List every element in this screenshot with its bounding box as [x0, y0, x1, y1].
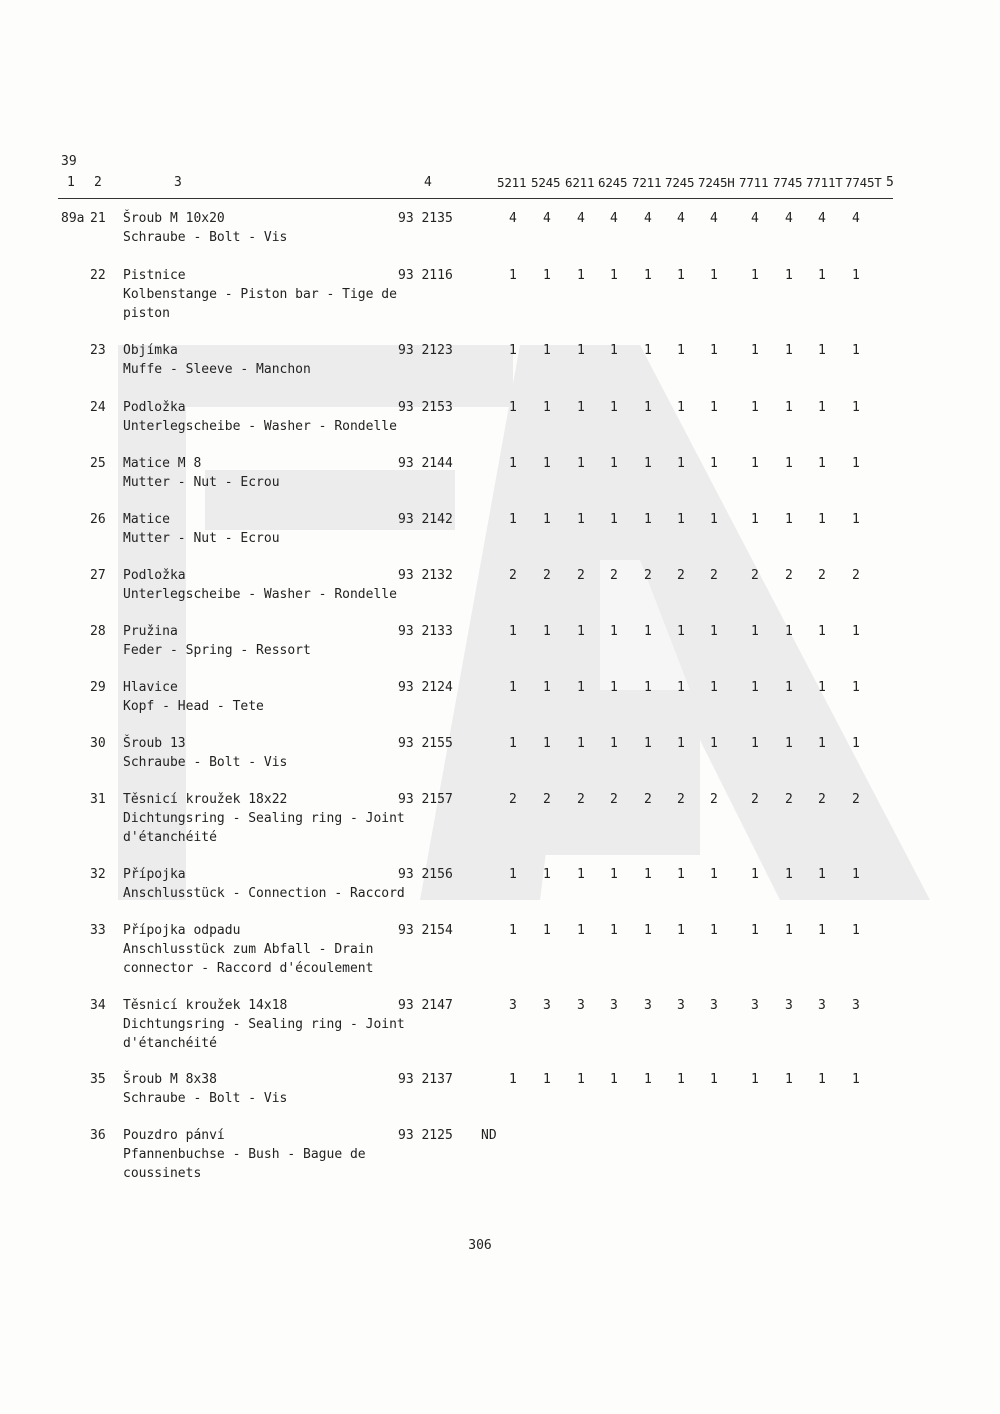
header-model-7245h: 7245H — [698, 175, 735, 190]
part-number: 93 2147 — [398, 998, 453, 1013]
quantity-5211: 2 — [509, 568, 517, 583]
quantity-6245: 1 — [610, 736, 618, 751]
quantity-7245h: 1 — [710, 268, 718, 283]
part-name-czech: Matice M 8 — [123, 456, 202, 471]
quantity-7245: 2 — [677, 568, 685, 583]
part-name-czech: Pružina — [123, 624, 178, 639]
quantity-7245: 1 — [677, 1072, 685, 1087]
quantity-7245: 1 — [677, 867, 685, 882]
quantity-7711: 2 — [751, 792, 759, 807]
part-description-line: piston — [123, 306, 170, 321]
quantity-7711t: 1 — [818, 624, 826, 639]
quantity-7245: 1 — [677, 400, 685, 415]
quantity-5211: 1 — [509, 1072, 517, 1087]
quantity-6211: 1 — [577, 680, 585, 695]
part-number: 93 2137 — [398, 1072, 453, 1087]
part-description-line: Schraube - Bolt - Vis — [123, 755, 288, 770]
quantity-7711: 1 — [751, 867, 759, 882]
quantity-6211: 1 — [577, 736, 585, 751]
section-number: 39 — [61, 154, 77, 169]
quantity-7245h: 1 — [710, 923, 718, 938]
page-number: 306 — [468, 1238, 492, 1253]
part-description-line: connector - Raccord d'écoulement — [123, 961, 374, 976]
quantity-7245h: 1 — [710, 624, 718, 639]
quantity-7711t: 1 — [818, 1072, 826, 1087]
quantity-7711: 4 — [751, 211, 759, 226]
quantity-7745: 1 — [785, 512, 793, 527]
part-name-czech: Pouzdro pánví — [123, 1128, 225, 1143]
quantity-6245: 1 — [610, 1072, 618, 1087]
header-model-7745: 7745 — [773, 175, 803, 190]
quantity-7745t: 1 — [852, 512, 860, 527]
quantity-7711t: 1 — [818, 867, 826, 882]
part-description-line: d'étanchéité — [123, 1036, 217, 1051]
header-model-6245: 6245 — [598, 175, 628, 190]
quantity-5245: 1 — [543, 268, 551, 283]
header-model-6211: 6211 — [565, 175, 595, 190]
quantity-7745t: 1 — [852, 624, 860, 639]
part-name-czech: Podložka — [123, 400, 186, 415]
quantity-7245: 4 — [677, 211, 685, 226]
quantity-6245: 1 — [610, 923, 618, 938]
part-description-line: Dichtungsring - Sealing ring - Joint — [123, 811, 405, 826]
part-number: 93 2133 — [398, 624, 453, 639]
quantity-7245h: 1 — [710, 456, 718, 471]
part-description-line: Schraube - Bolt - Vis — [123, 230, 288, 245]
header-model-7711t: 7711T — [806, 175, 843, 190]
part-name-czech: Šroub 13 — [123, 736, 186, 751]
quantity-7245h: 1 — [710, 736, 718, 751]
quantity-7211: 1 — [644, 268, 652, 283]
quantity-7211: 1 — [644, 400, 652, 415]
quantity-7711t: 1 — [818, 456, 826, 471]
quantity-7211: 1 — [644, 624, 652, 639]
quantity-7245h: 1 — [710, 343, 718, 358]
quantity-5211: 2 — [509, 792, 517, 807]
quantity-7745: 1 — [785, 736, 793, 751]
quantity-5211: 4 — [509, 211, 517, 226]
quantity-5211: 1 — [509, 512, 517, 527]
quantity-7245: 1 — [677, 512, 685, 527]
quantity-7745: 4 — [785, 211, 793, 226]
quantity-7745t: 1 — [852, 867, 860, 882]
header-model-7745t: 7745T — [845, 175, 882, 190]
quantity-7711: 2 — [751, 568, 759, 583]
part-name-czech: Těsnicí kroužek 18x22 — [123, 792, 288, 807]
quantity-7711: 1 — [751, 680, 759, 695]
quantity-6245: 1 — [610, 512, 618, 527]
quantity-7211: 1 — [644, 680, 652, 695]
quantity-7745t: 1 — [852, 400, 860, 415]
quantity-7211: 1 — [644, 512, 652, 527]
quantity-7711: 1 — [751, 268, 759, 283]
header-model-7211: 7211 — [632, 175, 662, 190]
quantity-6211: 2 — [577, 568, 585, 583]
quantity-7711t: 1 — [818, 268, 826, 283]
quantity-7211: 1 — [644, 923, 652, 938]
quantity-6245: 1 — [610, 268, 618, 283]
quantity-7245: 1 — [677, 456, 685, 471]
part-description-line: Anschlusstück zum Abfall - Drain — [123, 942, 374, 957]
header-divider — [58, 198, 893, 199]
quantity-5245: 1 — [543, 736, 551, 751]
quantity-7711t: 1 — [818, 400, 826, 415]
quantity-7245h: 1 — [710, 1072, 718, 1087]
quantity-6245: 1 — [610, 400, 618, 415]
part-name-czech: Přípojka odpadu — [123, 923, 241, 938]
quantity-7745t: 3 — [852, 998, 860, 1013]
part-description-line: Kopf - Head - Tete — [123, 699, 264, 714]
quantity-7211: 4 — [644, 211, 652, 226]
part-number: 93 2135 — [398, 211, 453, 226]
row-position: 33 — [90, 923, 106, 938]
header-model-7711: 7711 — [739, 175, 769, 190]
quantity-7245: 2 — [677, 792, 685, 807]
quantity-7245h: 3 — [710, 998, 718, 1013]
part-name-czech: Pistnice — [123, 268, 186, 283]
quantity-5211: 1 — [509, 736, 517, 751]
part-description-line: Anschlusstück - Connection - Raccord — [123, 886, 405, 901]
quantity-7711t: 2 — [818, 568, 826, 583]
part-name-czech: Hlavice — [123, 680, 178, 695]
quantity-7245: 1 — [677, 268, 685, 283]
part-number: 93 2153 — [398, 400, 453, 415]
quantity-6245: 1 — [610, 624, 618, 639]
header-col-2: 2 — [94, 175, 102, 190]
quantity-6211: 1 — [577, 268, 585, 283]
part-name-czech: Matice — [123, 512, 170, 527]
quantity-7745t: 1 — [852, 343, 860, 358]
quantity-5211: 1 — [509, 923, 517, 938]
quantity-7745t: 2 — [852, 792, 860, 807]
quantity-6245: 1 — [610, 680, 618, 695]
quantity-5211: 3 — [509, 998, 517, 1013]
row-position: 32 — [90, 867, 106, 882]
row-position: 24 — [90, 400, 106, 415]
quantity-5245: 1 — [543, 512, 551, 527]
quantity-7711: 1 — [751, 456, 759, 471]
quantity-7711t: 1 — [818, 736, 826, 751]
quantity-7745: 1 — [785, 923, 793, 938]
part-description-line: Feder - Spring - Ressort — [123, 643, 311, 658]
quantity-6245: 3 — [610, 998, 618, 1013]
quantity-7745: 1 — [785, 1072, 793, 1087]
quantity-7245: 1 — [677, 680, 685, 695]
quantity-7211: 3 — [644, 998, 652, 1013]
part-number: 93 2124 — [398, 680, 453, 695]
quantity-5245: 1 — [543, 1072, 551, 1087]
quantity-7711t: 1 — [818, 512, 826, 527]
part-description-line: Mutter - Nut - Ecrou — [123, 475, 280, 490]
row-position: 27 — [90, 568, 106, 583]
quantity-5245: 1 — [543, 343, 551, 358]
part-number: 93 2116 — [398, 268, 453, 283]
header-model-7245: 7245 — [665, 175, 695, 190]
quantity-7245h: 1 — [710, 512, 718, 527]
part-description-line: Unterlegscheibe - Washer - Rondelle — [123, 587, 397, 602]
header-model-5211: 5211 — [497, 175, 527, 190]
part-description-line: Mutter - Nut - Ecrou — [123, 531, 280, 546]
quantity-6211: 1 — [577, 1072, 585, 1087]
quantity-5211: 1 — [509, 624, 517, 639]
quantity-7711: 1 — [751, 736, 759, 751]
row-position: 28 — [90, 624, 106, 639]
quantity-7245h: 2 — [710, 568, 718, 583]
quantity-7745t: 1 — [852, 736, 860, 751]
quantity-7745: 1 — [785, 680, 793, 695]
quantity-5245: 1 — [543, 923, 551, 938]
quantity-5211: 1 — [509, 456, 517, 471]
row-position: 34 — [90, 998, 106, 1013]
quantity-6211: 1 — [577, 343, 585, 358]
quantity-7245h: 1 — [710, 867, 718, 882]
quantity-5211: 1 — [509, 400, 517, 415]
part-name-czech: Šroub M 10x20 — [123, 211, 225, 226]
quantity-7745: 3 — [785, 998, 793, 1013]
quantity-5245: 3 — [543, 998, 551, 1013]
quantity-6211: 1 — [577, 400, 585, 415]
quantity-6211: 1 — [577, 867, 585, 882]
part-name-czech: Těsnicí kroužek 14x18 — [123, 998, 288, 1013]
part-description-line: Kolbenstange - Piston bar - Tige de — [123, 287, 397, 302]
quantity-6211: 1 — [577, 624, 585, 639]
quantity-5245: 2 — [543, 568, 551, 583]
quantity-6245: 2 — [610, 568, 618, 583]
quantity-5245: 4 — [543, 211, 551, 226]
row-position: 35 — [90, 1072, 106, 1087]
quantity-7245h: 2 — [710, 792, 718, 807]
quantity-7745: 2 — [785, 568, 793, 583]
quantity-6211: 3 — [577, 998, 585, 1013]
quantity-7745: 1 — [785, 867, 793, 882]
quantity-7245: 1 — [677, 923, 685, 938]
quantity-6211: 2 — [577, 792, 585, 807]
quantity-5211: 1 — [509, 343, 517, 358]
part-description-line: Pfannenbuchse - Bush - Bague de — [123, 1147, 366, 1162]
quantity-7745: 1 — [785, 400, 793, 415]
quantity-6245: 4 — [610, 211, 618, 226]
quantity-7211: 1 — [644, 1072, 652, 1087]
quantity-6245: 2 — [610, 792, 618, 807]
quantity-7745: 1 — [785, 456, 793, 471]
part-name-czech: Přípojka — [123, 867, 186, 882]
quantity-7711: 1 — [751, 1072, 759, 1087]
row-position: 26 — [90, 512, 106, 527]
quantity-7745t: 2 — [852, 568, 860, 583]
quantity-7711t: 2 — [818, 792, 826, 807]
quantity-5245: 1 — [543, 400, 551, 415]
group-number: 89a — [61, 211, 85, 226]
quantity-7711: 3 — [751, 998, 759, 1013]
part-number: 93 2157 — [398, 792, 453, 807]
row-position: 21 — [90, 211, 106, 226]
part-number: 93 2154 — [398, 923, 453, 938]
quantity-5245: 1 — [543, 680, 551, 695]
quantity-7211: 2 — [644, 568, 652, 583]
part-number: 93 2132 — [398, 568, 453, 583]
quantity-7245: 3 — [677, 998, 685, 1013]
part-name-czech: Šroub M 8x38 — [123, 1072, 217, 1087]
header-model-5245: 5245 — [531, 175, 561, 190]
part-description-line: Schraube - Bolt - Vis — [123, 1091, 288, 1106]
part-number: 93 2144 — [398, 456, 453, 471]
header-col-1: 1 — [67, 175, 75, 190]
quantity-7211: 1 — [644, 736, 652, 751]
quantity-7745t: 1 — [852, 923, 860, 938]
row-position: 22 — [90, 268, 106, 283]
quantity-7245: 1 — [677, 736, 685, 751]
row-position: 23 — [90, 343, 106, 358]
quantity-5211: 1 — [509, 867, 517, 882]
quantity-7245: 1 — [677, 343, 685, 358]
quantity-7211: 1 — [644, 343, 652, 358]
header-col-5: 5 — [886, 175, 894, 190]
header-col-3: 3 — [174, 175, 182, 190]
part-number: 93 2155 — [398, 736, 453, 751]
part-description-line: d'étanchéité — [123, 830, 217, 845]
quantity-7711: 1 — [751, 923, 759, 938]
not-supplied-note: ND — [481, 1128, 497, 1143]
quantity-7245h: 1 — [710, 400, 718, 415]
quantity-5211: 1 — [509, 268, 517, 283]
quantity-7745: 1 — [785, 343, 793, 358]
quantity-7745: 1 — [785, 268, 793, 283]
quantity-7711t: 3 — [818, 998, 826, 1013]
quantity-7245h: 4 — [710, 211, 718, 226]
quantity-7245h: 1 — [710, 680, 718, 695]
quantity-7211: 1 — [644, 456, 652, 471]
quantity-7745t: 1 — [852, 1072, 860, 1087]
quantity-6211: 1 — [577, 923, 585, 938]
quantity-7711: 1 — [751, 400, 759, 415]
quantity-7211: 2 — [644, 792, 652, 807]
row-position: 29 — [90, 680, 106, 695]
part-description-line: Muffe - Sleeve - Manchon — [123, 362, 311, 377]
quantity-7711: 1 — [751, 343, 759, 358]
part-description-line: Dichtungsring - Sealing ring - Joint — [123, 1017, 405, 1032]
quantity-6245: 1 — [610, 343, 618, 358]
quantity-7711: 1 — [751, 624, 759, 639]
quantity-7745t: 1 — [852, 456, 860, 471]
row-position: 36 — [90, 1128, 106, 1143]
quantity-5245: 1 — [543, 624, 551, 639]
quantity-5245: 1 — [543, 456, 551, 471]
quantity-7711t: 1 — [818, 923, 826, 938]
quantity-7711t: 4 — [818, 211, 826, 226]
quantity-7711t: 1 — [818, 680, 826, 695]
quantity-7745t: 1 — [852, 680, 860, 695]
quantity-7211: 1 — [644, 867, 652, 882]
quantity-6211: 1 — [577, 456, 585, 471]
quantity-5245: 2 — [543, 792, 551, 807]
quantity-7745t: 4 — [852, 211, 860, 226]
part-number: 93 2156 — [398, 867, 453, 882]
quantity-5245: 1 — [543, 867, 551, 882]
part-number: 93 2123 — [398, 343, 453, 358]
quantity-6245: 1 — [610, 867, 618, 882]
row-position: 30 — [90, 736, 106, 751]
row-position: 25 — [90, 456, 106, 471]
quantity-5211: 1 — [509, 680, 517, 695]
part-number: 93 2125 — [398, 1128, 453, 1143]
part-name-czech: Objímka — [123, 343, 178, 358]
quantity-7711: 1 — [751, 512, 759, 527]
quantity-7745: 1 — [785, 624, 793, 639]
quantity-6245: 1 — [610, 456, 618, 471]
part-number: 93 2142 — [398, 512, 453, 527]
part-name-czech: Podložka — [123, 568, 186, 583]
quantity-6211: 1 — [577, 512, 585, 527]
header-col-4: 4 — [424, 175, 432, 190]
quantity-7745t: 1 — [852, 268, 860, 283]
quantity-7745: 2 — [785, 792, 793, 807]
quantity-7245: 1 — [677, 624, 685, 639]
quantity-7711t: 1 — [818, 343, 826, 358]
part-description-line: Unterlegscheibe - Washer - Rondelle — [123, 419, 397, 434]
part-description-line: coussinets — [123, 1166, 202, 1181]
row-position: 31 — [90, 792, 106, 807]
quantity-6211: 4 — [577, 211, 585, 226]
